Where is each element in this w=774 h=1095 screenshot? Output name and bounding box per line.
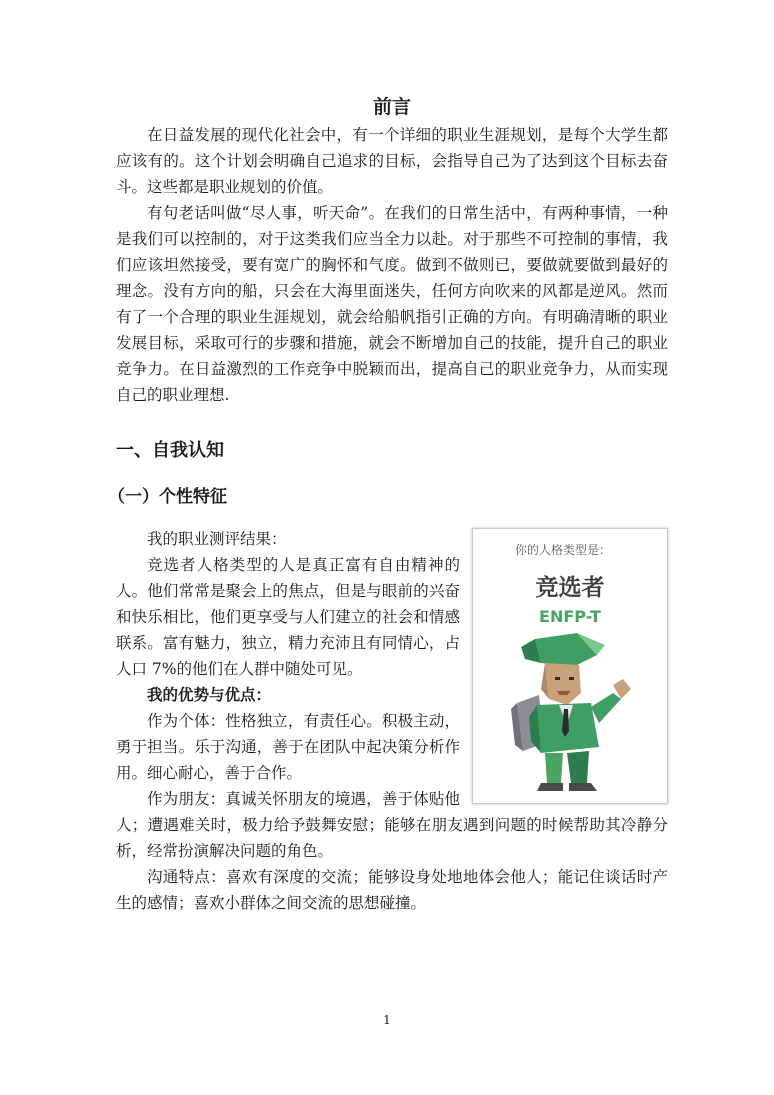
eval-intro: 我的职业测评结果： — [147, 530, 287, 548]
personality-description: 竞选者人格类型的人是真正富有自由精神的人。他们常常是聚会上的焦点，但是与眼前的兴奋和快乐相比，他们更享受与人们建立的社会和情感联系。富有魅力，独立，精力充沛且有同情心，占人口 7%的他们在人群中随处可见。 — [116, 556, 460, 678]
document-page — [108, 92, 668, 916]
figure-caption: 你的人格类型是： — [515, 543, 612, 557]
communication-traits: 沟通特点：喜欢有深度的交流；能够设身处地地体会他人；能记住谈话时产生的感情；喜欢小群体之间交流的思想碰撞。 — [116, 868, 668, 912]
strengths-heading: 我的优势与优点： — [147, 685, 272, 704]
section-heading-self-awareness: 一、自我认知 — [116, 440, 224, 461]
figure-type-name: 竞选者 — [535, 575, 605, 601]
page-number: 1 — [383, 1013, 391, 1027]
page-title: 前言 — [372, 96, 411, 118]
personality-type-figure — [472, 528, 668, 804]
strength-as-individual: 作为个体：性格独立，有责任心。积极主动，勇于担当。乐于沟通，善于在团队中起决策分析作用。细心耐心，善于合作。 — [116, 712, 460, 782]
green-geometric-character-illustration-icon — [501, 633, 641, 799]
strength-as-friend: 作为朋友：真诚关怀朋友的境遇，善于体贴他人；遭遇难关时，极力给予鼓舞安慰；能够在朋友遇到问题的时候帮助其冷静分析，经常扮演解决问题的角色。 — [116, 790, 668, 860]
preface-paragraph-2: 有句老话叫做“尽人事，听天命”。在我们的日常生活中，有两种事情，一种是我们可以控制的，对于这类我们应当全力以赴。对于那些不可控制的事情，我们应该坦然接受，要有宽广的胸怀和气度。做到不做则已，要做就要做到最好的理念。没有方向的船，只会在大海里面迷失，任何方向吹来的风都是逆风。然而有了一个合理的职业生涯规划，就会给船帆指引正确的方向。有明确清晰的职业发展目标，采取可行的步骤和措施，就会不断增加自己的技能，提升自己的职业竞争力。在日益激烈的工作竞争中脱颖而出，提高自己的职业竞争力，从而实现自己的职业理想. — [116, 204, 668, 404]
preface-paragraph-1: 在日益发展的现代化社会中，有一个详细的职业生涯规划，是每个大学生都应该有的。这个计划会明确自己追求的目标，会指导自己为了达到这个目标去奋斗。这些都是职业规划的价值。 — [116, 126, 668, 196]
figure-type-code: ENFP-T — [539, 607, 601, 626]
subsection-heading-personality: （一）个性特征 — [108, 487, 227, 507]
